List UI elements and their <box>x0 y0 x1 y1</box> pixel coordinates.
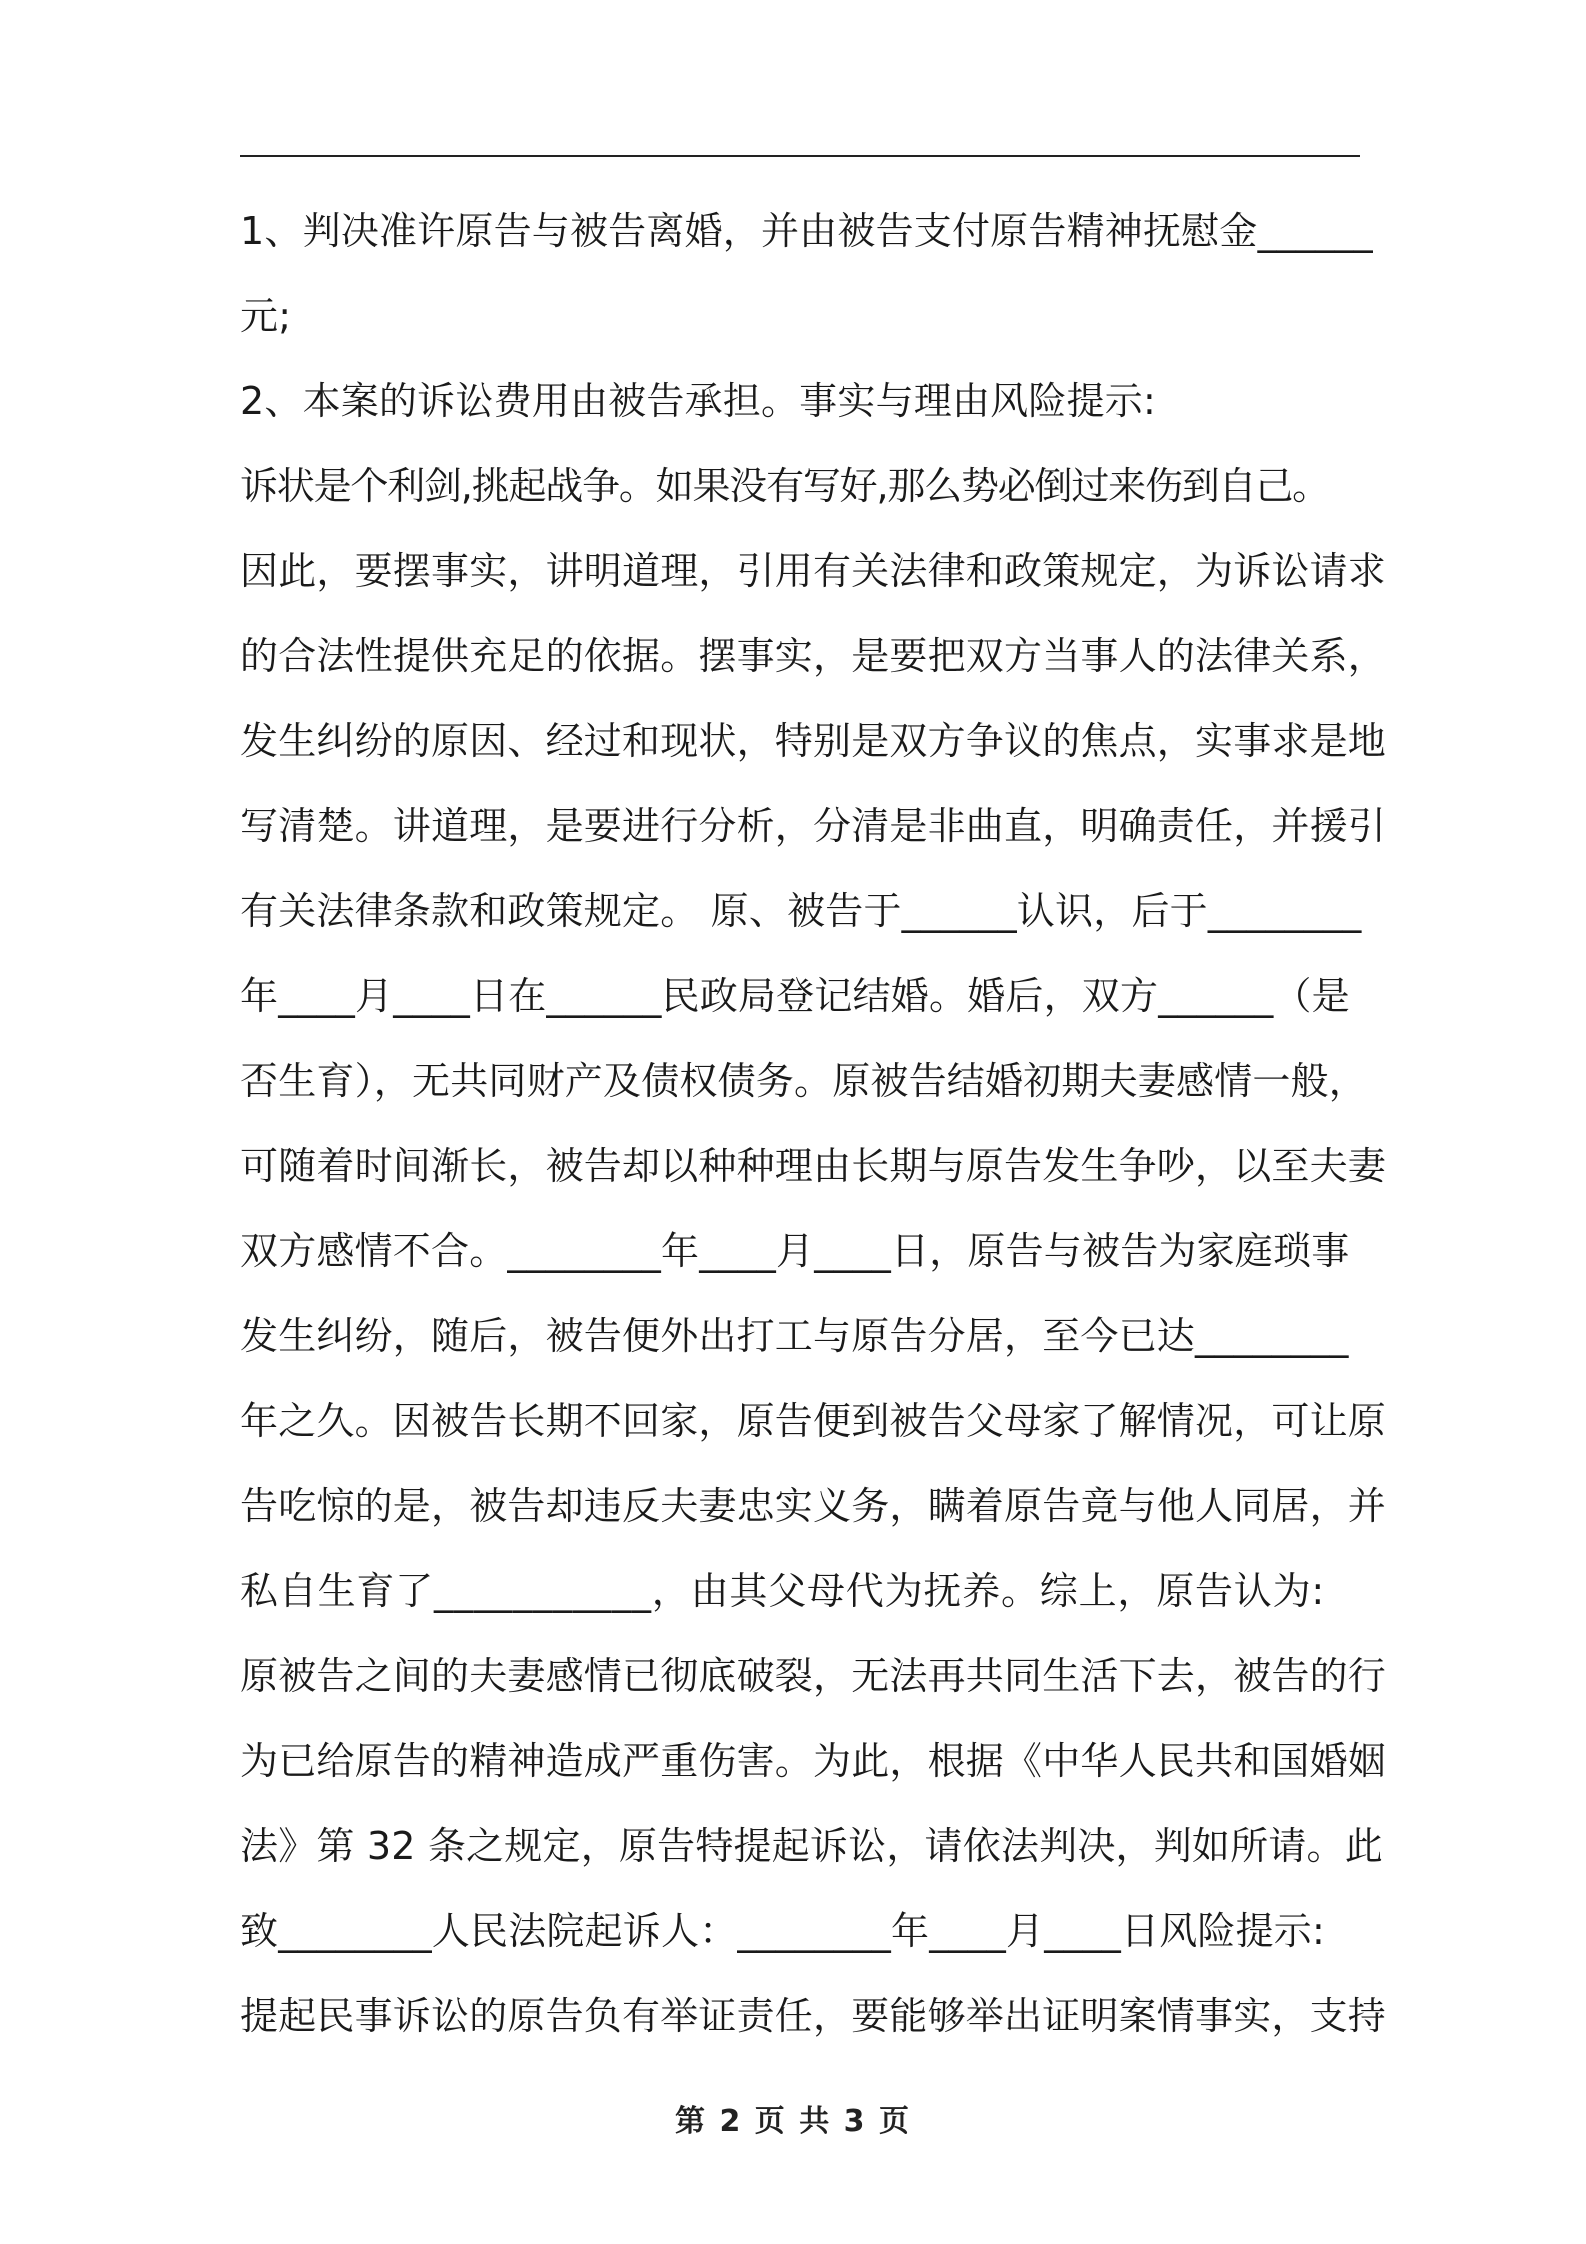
text-line: 提起民事诉讼的原告负有举证责任，要能够举出证明案情事实，支持 <box>240 1994 1387 2038</box>
text-line: 发生纠纷，随后，被告便外出打工与原告分居，至今已达________ <box>240 1314 1349 1358</box>
text-line: 可随着时间渐长，被告却以种种理由长期与原告发生争吵，以至夫妻 <box>240 1144 1387 1188</box>
text-line: 因此，要摆事实，讲明道理，引用有关法律和政策规定，为诉讼请求 <box>240 549 1387 593</box>
text-line: 的合法性提供充足的依据。摆事实，是要把双方当事人的法律关系， <box>240 634 1387 678</box>
text-line: 发生纠纷的原因、经过和现状，特别是双方争议的焦点，实事求是地 <box>240 719 1387 763</box>
text-line: 年____月____日在______民政局登记结婚。婚后，双方______（是 <box>240 974 1350 1018</box>
text-line: 法》第 32 条之规定，原告特提起诉讼，请依法判决，判如所请。此 <box>240 1824 1383 1868</box>
text-line: 1、判决准许原告与被告离婚，并由被告支付原告精神抚慰金______ <box>240 209 1373 253</box>
text-line: 2、本案的诉讼费用由被告承担。事实与理由风险提示: <box>240 379 1156 423</box>
text-line: 为已给原告的精神造成严重伤害。为此，根据《中华人民共和国婚姻 <box>240 1739 1387 1783</box>
page-footer: 第 2 页 共 3 页 <box>675 2104 911 2139</box>
text-line: 双方感情不合。________年____月____日，原告与被告为家庭琐事 <box>240 1229 1350 1273</box>
text-line: 写清楚。讲道理，是要进行分析，分清是非曲直，明确责任，并援引 <box>240 804 1387 848</box>
text-line: 年之久。因被告长期不回家，原告便到被告父母家了解情况，可让原 <box>240 1399 1387 1443</box>
text-line: 原被告之间的夫妻感情已彻底破裂，无法再共同生活下去，被告的行 <box>240 1654 1387 1698</box>
text-line: 诉状是个利剑,挑起战争。如果没有写好,那么势必倒过来伤到自己。 <box>240 464 1329 508</box>
text-line: 有关法律条款和政策规定。 原、被告于______认识，后于________ <box>240 889 1362 933</box>
text-line: 否生育），无共同财产及债权债务。原被告结婚初期夫妻感情一般， <box>240 1059 1368 1103</box>
text-line: 元; <box>240 294 292 338</box>
text-line: 私自生育了___________，由其父母代为抚养。综上，原告认为: <box>240 1569 1326 1613</box>
header-rule <box>240 155 1360 157</box>
document-body <box>240 196 1387 2066</box>
text-line: 致________人民法院起诉人：________年____月____日风险提示: <box>240 1909 1326 1953</box>
text-line: 告吃惊的是，被告却违反夫妻忠实义务，瞒着原告竟与他人同居，并 <box>240 1484 1387 1528</box>
